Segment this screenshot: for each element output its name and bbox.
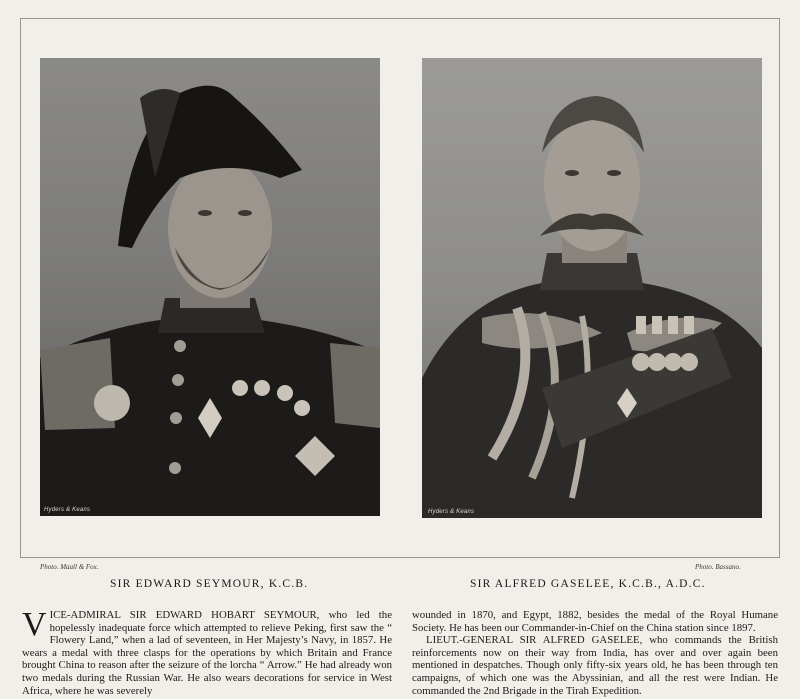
article-paragraph [22, 606, 392, 697]
engraver-mark: Hyders & Keans [428, 509, 475, 515]
portrait-gaselee-figure [422, 58, 762, 518]
portrait-seymour [40, 58, 380, 516]
caption-gaselee: SIR ALFRED GASELEE, K.C.B., A.D.C. [470, 578, 706, 590]
caption-seymour: SIR EDWARD SEYMOUR, K.C.B. [110, 578, 309, 590]
article-text: ICE-ADMIRAL SIR EDWARD HOBART SEYMOUR, who led the hopelessly inadequate force which attempted to relieve Peking, first saw the “ Flowery Land,” when a lad of seventeen, in Her Majesty’s Navy, in 1857. He wears a medal with three clasps for the operations by which Britain and France brought China to reason after the seizure of the lorcha “ Arrow.” He had already won two medals during the Russian War. He also wears decorations for service in West Africa, where he was severely [22, 609, 392, 697]
portrait-gaselee [422, 58, 762, 518]
engraver-mark: Hyders & Keans [44, 507, 91, 513]
drop-cap: V [22, 606, 47, 643]
article-paragraph: LIEUT.-GENERAL SIR ALFRED GASELEE, who commands the British reinforcements now on their way from India, has over and over again been mentioned in despatches. Though only fifty-six years old, he has been through ten campaigns, of which one was the Abyssinian, and all the rest were Indian. He commanded the 2nd Brigade in the Tirah Expedition. [412, 634, 778, 697]
photo-credit-left: Photo. Maull & Fox. [40, 563, 99, 571]
article-column-right [412, 609, 778, 697]
article-paragraph: wounded in 1870, and Egypt, 1882, besides the medal of the Royal Humane Society. He has been our Commander-in-Chief on the China station since 1897. [412, 609, 778, 634]
portrait-seymour-figure [40, 58, 380, 516]
photo-credit-right: Photo. Bassano. [695, 563, 741, 571]
article-column-left [22, 606, 392, 697]
